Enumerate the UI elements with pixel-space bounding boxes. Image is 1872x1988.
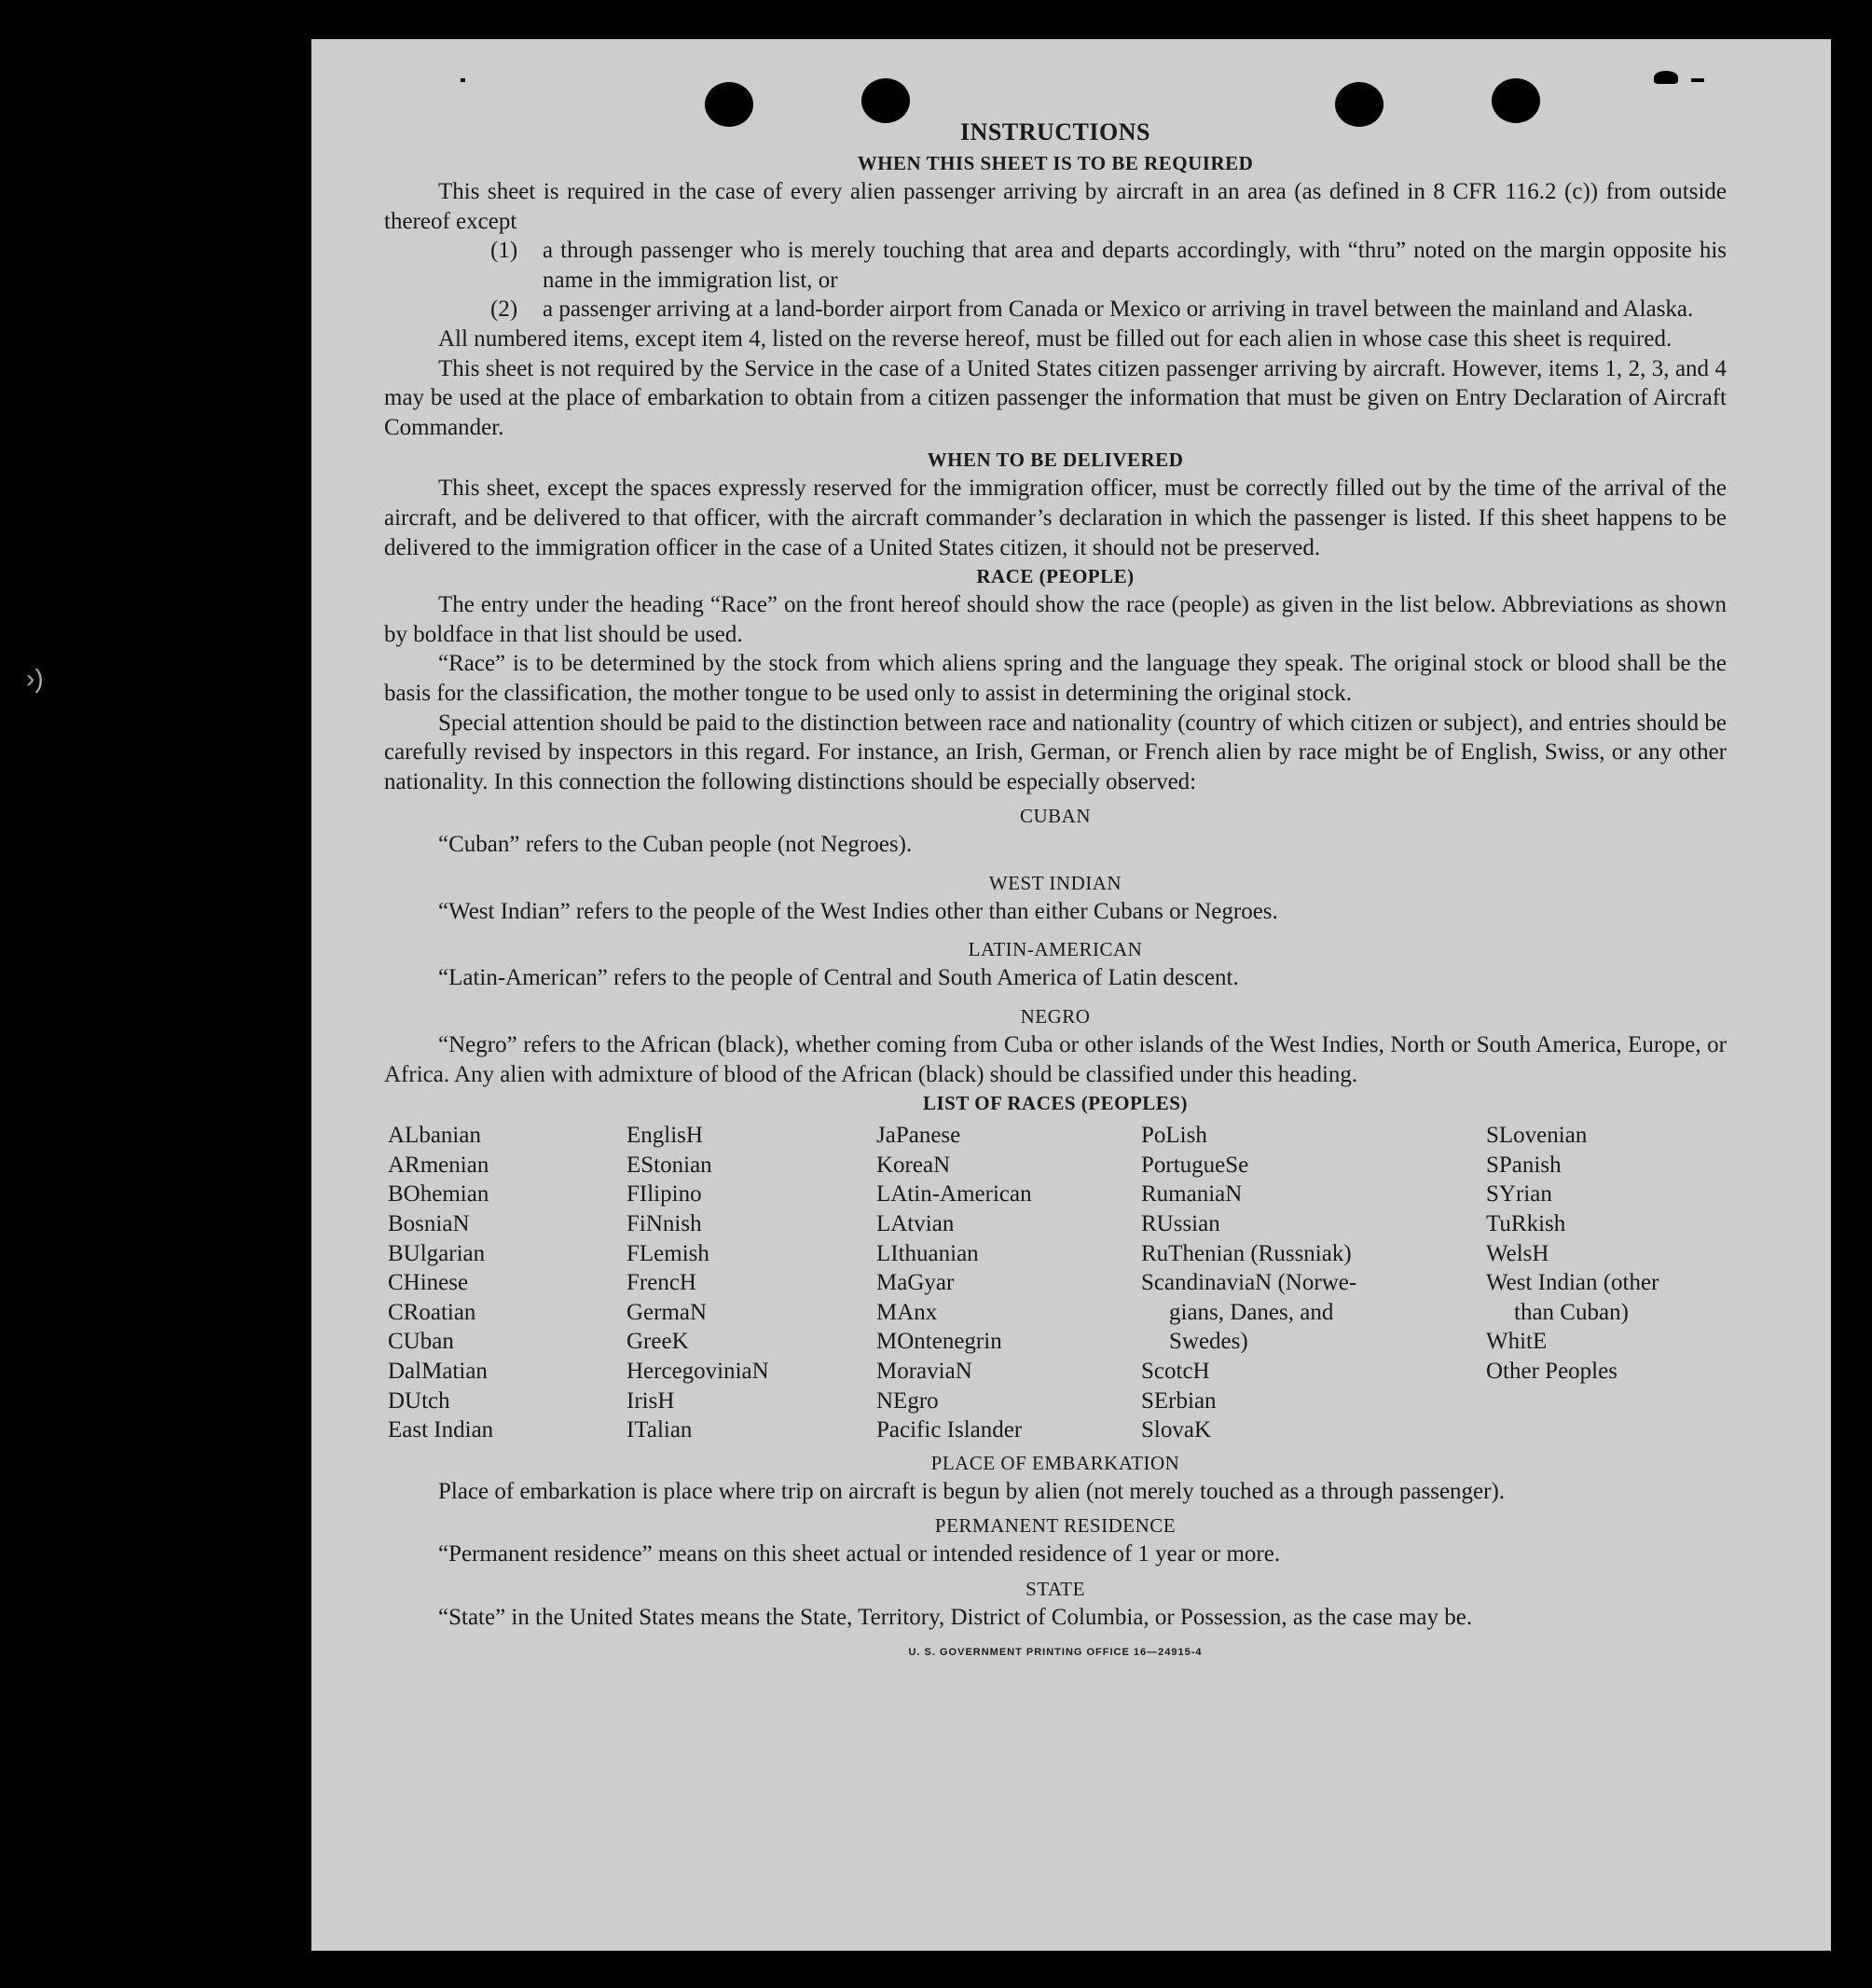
speck xyxy=(461,78,465,82)
race-entry: ScandinaviaN (Norwe- xyxy=(1141,1270,1357,1296)
instructions-content xyxy=(384,116,1727,1667)
race-entry: FLemish xyxy=(626,1240,709,1266)
race-list xyxy=(388,1121,1727,1445)
speck xyxy=(1691,78,1704,82)
race-entry: DUtch xyxy=(388,1387,450,1414)
paragraph: “Permanent residence” means on this sheet actual or intended residence of 1 year or more. xyxy=(438,1541,1281,1567)
page-title: INSTRUCTIONS xyxy=(960,118,1150,145)
race-entry: than Cuban) xyxy=(1514,1299,1629,1325)
section-heading: STATE xyxy=(1025,1577,1085,1600)
race-entry: WhitE xyxy=(1486,1329,1548,1355)
paragraph: “Race” is to be determined by the stock from which aliens spring and the language they speak. The original stock or blood shall be the basis for the classification, the mother tongue to be used only to assist in determining the original stock. xyxy=(384,651,1727,706)
document-sheet xyxy=(311,39,1831,1951)
printer-imprint: U. S. GOVERNMENT PRINTING OFFICE 16—24915-4 xyxy=(908,1646,1203,1658)
race-column xyxy=(1486,1121,1727,1445)
race-entry: SErbian xyxy=(1141,1387,1217,1414)
race-entry: WelsH xyxy=(1486,1240,1549,1266)
section-heading: WHEN TO BE DELIVERED xyxy=(927,449,1184,472)
race-entry: West Indian (other xyxy=(1486,1270,1659,1296)
race-column xyxy=(876,1121,1141,1445)
race-entry: ARmenian xyxy=(388,1152,489,1178)
race-entry: FiNnish xyxy=(626,1211,702,1237)
paragraph: Place of embarkation is place where trip on aircraft is begun by alien (not merely touched as a through passenger). xyxy=(438,1478,1506,1504)
race-entry: HercegoviniaN xyxy=(626,1359,769,1384)
race-entry: NEgro xyxy=(876,1387,939,1414)
race-entry: ALbanian xyxy=(388,1123,481,1149)
race-entry: EStonian xyxy=(626,1152,712,1178)
race-entry: ITalian xyxy=(626,1417,693,1443)
paragraph: This sheet is required in the case of every alien passenger arriving by aircraft in an area (as defined in 8 CFR 116.2 (c)) from outside thereof except xyxy=(384,179,1727,234)
section-heading: CUBAN xyxy=(1019,805,1091,828)
race-entry: ScotcH xyxy=(1141,1359,1210,1384)
section-heading: LATIN-AMERICAN xyxy=(968,938,1143,961)
race-entry: CRoatian xyxy=(388,1299,476,1325)
race-entry: East Indian xyxy=(388,1417,494,1443)
section-heading: PLACE OF EMBARKATION xyxy=(930,1451,1180,1474)
margin-mark: ›) xyxy=(26,664,44,693)
section-heading: PERMANENT RESIDENCE xyxy=(934,1514,1177,1538)
paragraph: “West Indian” refers to the people of the West Indies other than either Cubans or Negroes. xyxy=(438,898,1278,924)
race-entry: CUban xyxy=(388,1329,454,1355)
race-entry: TuRkish xyxy=(1486,1211,1566,1237)
race-entry: PoLish xyxy=(1141,1123,1207,1149)
race-entry: LIthuanian xyxy=(876,1240,979,1266)
race-entry: MOntenegrin xyxy=(876,1329,1002,1355)
race-entry: Pacific Islander xyxy=(876,1417,1023,1443)
item-number: (2) xyxy=(490,297,518,323)
race-column xyxy=(626,1121,876,1445)
race-entry: PortugueSe xyxy=(1141,1152,1249,1178)
race-entry: IrisH xyxy=(626,1387,675,1414)
paragraph: “Latin-American” refers to the people of Central and South America of Latin descent. xyxy=(438,965,1239,991)
item-text: a through passenger who is merely touching that area and departs accordingly, with “thru” noted on the margin opposite his name in the immigration list, or xyxy=(543,238,1727,293)
race-entry: FrencH xyxy=(626,1270,696,1296)
race-entry: BosniaN xyxy=(388,1211,470,1237)
race-entry: MAnx xyxy=(876,1299,938,1325)
race-entry: BOhemian xyxy=(388,1181,489,1208)
race-entry: BUlgarian xyxy=(388,1240,486,1266)
race-entry: FIlipino xyxy=(626,1181,702,1208)
race-column xyxy=(1141,1121,1486,1445)
race-entry: JaPanese xyxy=(876,1123,961,1149)
race-entry: CHinese xyxy=(388,1270,469,1296)
section-heading: LIST OF RACES (PEOPLES) xyxy=(923,1092,1188,1115)
list-item xyxy=(384,295,1727,324)
paragraph: The entry under the heading “Race” on the front hereof should show the race (people) as given in the list below. Abbreviations as shown by boldface in that list should be used. xyxy=(384,592,1727,647)
race-entry: GermaN xyxy=(626,1299,708,1325)
race-entry: Swedes) xyxy=(1169,1329,1248,1355)
race-entry: MoraviaN xyxy=(876,1359,972,1384)
item-number: (1) xyxy=(490,238,518,264)
list-item xyxy=(384,236,1727,295)
section-heading: RACE (PEOPLE) xyxy=(976,565,1135,588)
item-text: a passenger arriving at a land-border airport from Canada or Mexico or arriving in travel between the mainland and Alaska. xyxy=(543,297,1694,323)
race-entry: gians, Danes, and xyxy=(1169,1299,1334,1325)
paragraph: “Negro” refers to the African (black), whether coming from Cuba or other islands of the West Indies, North or South America, Europe, or Africa. Any alien with admixture of blood of the African (black) should be classified under this heading. xyxy=(384,1032,1727,1087)
race-entry: MaGyar xyxy=(876,1270,955,1296)
speck xyxy=(1654,71,1678,84)
paragraph: Special attention should be paid to the distinction between race and nationality (country of which citizen or subject), and entries should be carefully revised by inspectors in this regard. For instance, an Irish, German, or French alien by race might be of English, Swiss, or any other nationality. In this connection the following distinctions should be especially observed: xyxy=(384,710,1727,794)
race-entry: SLovenian xyxy=(1486,1123,1588,1149)
paragraph: This sheet is not required by the Service in the case of a United States citizen passenger arriving by aircraft. However, items 1, 2, 3, and 4 may be used at the place of embarkation to obtain from a citizen passenger the information that must be given on Entry Declaration of Aircraft Commander. xyxy=(384,355,1727,440)
paragraph: This sheet, except the spaces expressly reserved for the immigration officer, must be correctly filled out by the time of the arrival of the aircraft, and be delivered to that officer, with the aircraft commander’s declaration in which the passenger is listed. If this sheet happens to be delivered to the immigration officer in the case of a United States citizen, it should not be preserved. xyxy=(384,476,1727,560)
race-entry: GreeK xyxy=(626,1329,689,1355)
paragraph: “Cuban” refers to the Cuban people (not Negroes). xyxy=(438,832,913,858)
paragraph: “State” in the United States means the State, Territory, District of Columbia, or Possession, as the case may be. xyxy=(438,1604,1473,1630)
race-entry: LAtin-American xyxy=(876,1181,1032,1208)
paragraph: All numbered items, except item 4, listed on the reverse hereof, must be filled out for each alien in whose case this sheet is required. xyxy=(438,325,1672,352)
race-entry: DalMatian xyxy=(388,1359,488,1384)
race-entry: SPanish xyxy=(1486,1152,1562,1178)
race-entry: LAtvian xyxy=(876,1211,955,1237)
section-heading: NEGRO xyxy=(1020,1005,1091,1029)
race-entry: RuThenian (Russniak) xyxy=(1141,1240,1352,1266)
race-entry: Other Peoples xyxy=(1486,1359,1617,1384)
section-heading: WHEN THIS SHEET IS TO BE REQUIRED xyxy=(857,152,1254,174)
race-entry: RumaniaN xyxy=(1141,1181,1243,1208)
race-column xyxy=(388,1121,626,1445)
race-entry: SlovaK xyxy=(1141,1417,1211,1443)
race-entry: EnglisH xyxy=(626,1123,703,1149)
race-entry: KoreaN xyxy=(876,1152,951,1178)
race-entry: RUssian xyxy=(1141,1211,1220,1237)
race-entry: SYrian xyxy=(1486,1181,1552,1208)
section-heading: WEST INDIAN xyxy=(988,871,1122,894)
